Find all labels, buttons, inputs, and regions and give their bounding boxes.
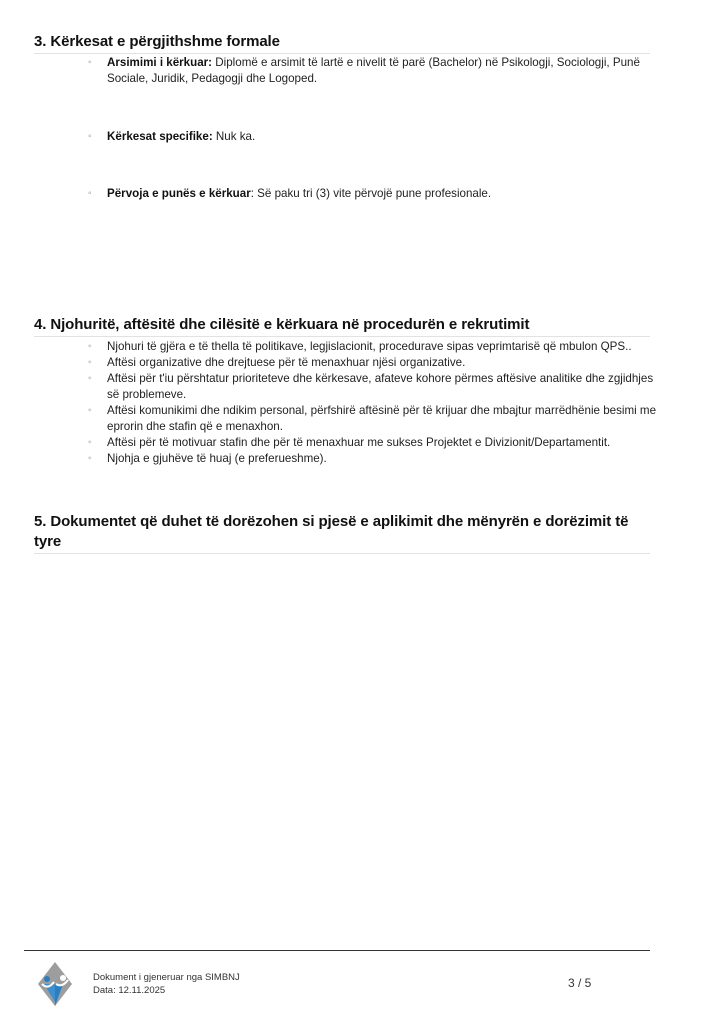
bullet-icon: ◦ [88, 437, 92, 448]
section-3-list-specific [88, 129, 658, 145]
bullet-icon: ◦ [88, 405, 92, 416]
section-3-heading: 3. Kërkesat e përgjithshme formale [34, 32, 650, 54]
item-text: Njohja e gjuhëve të huaj (e preferueshme). [107, 452, 327, 465]
item-text: Aftësi për të motivuar stafin dhe për të menaxhuar me sukses Projektet e Divizionit/Departamentit. [107, 436, 611, 449]
item-label: Arsimimi i kërkuar: [107, 56, 213, 69]
item-text: Nuk ka. [212, 130, 256, 143]
bullet-icon: ◦ [88, 357, 92, 368]
item-text: Aftësi organizative dhe drejtuese për të menaxhuar njësi organizative. [107, 356, 466, 369]
list-item [88, 451, 658, 467]
section-3-list [88, 55, 658, 87]
list-item [88, 403, 658, 435]
item-label: Përvoja e punës e kërkuar [107, 187, 251, 200]
simbnj-logo-icon [36, 962, 74, 1006]
list-item [88, 371, 658, 403]
list-item [88, 435, 658, 451]
section-4-heading: 4. Njohuritë, aftësitë dhe cilësitë e kërkuara në procedurën e rekrutimit [34, 315, 650, 337]
bullet-icon: ◦ [88, 453, 92, 464]
item-text: Aftësi për t'iu përshtatur prioriteteve dhe kërkesave, afateve kohore përmes aftësive analitike dhe zgjidhjes së problemeve. [107, 372, 654, 401]
list-item [88, 355, 658, 371]
section-4-list [88, 339, 658, 467]
item-label: Kërkesat specifike: [107, 130, 213, 143]
item-text: Aftësi komunikimi dhe ndikim personal, përfshirë aftësinë për të krijuar dhe mbajtur marrëdhënie besimi me eprorin dhe stafin që e menaxhon. [107, 404, 657, 433]
page-number: 3 / 5 [568, 976, 592, 990]
footer-divider [24, 950, 650, 951]
footer-info [93, 971, 240, 997]
section-3-list-experience [88, 186, 658, 202]
generated-by-text: Dokument i gjeneruar nga SIMBNJ [93, 972, 240, 983]
list-item-experience [88, 186, 658, 202]
bullet-icon: ◦ [88, 57, 92, 68]
list-item [88, 339, 658, 355]
bullet-icon: ◦ [88, 131, 92, 142]
bullet-icon: ◦ [88, 341, 92, 352]
bullet-icon: ◦ [88, 373, 92, 384]
item-text: : Së paku tri (3) vite përvojë pune profesionale. [250, 187, 492, 200]
section-5-heading: 5. Dokumentet që duhet të dorëzohen si pjesë e aplikimit dhe mënyrën e dorëzimit të tyre [34, 512, 650, 554]
item-text: Njohuri të gjëra e të thella të politikave, legjislacionit, procedurave sipas veprimtarisë që mbulon QPS.. [107, 340, 632, 353]
list-item-education [88, 55, 658, 87]
bullet-icon: ◦ [88, 188, 92, 199]
item-text: Diplomë e arsimit të lartë e nivelit të parë (Bachelor) në Psikologji, Sociologji, Punë Sociale, Juridik, Pedagogji dhe Logoped. [107, 56, 640, 85]
list-item-specific-requirements [88, 129, 658, 145]
document-date: Data: 12.11.2025 [93, 985, 166, 996]
